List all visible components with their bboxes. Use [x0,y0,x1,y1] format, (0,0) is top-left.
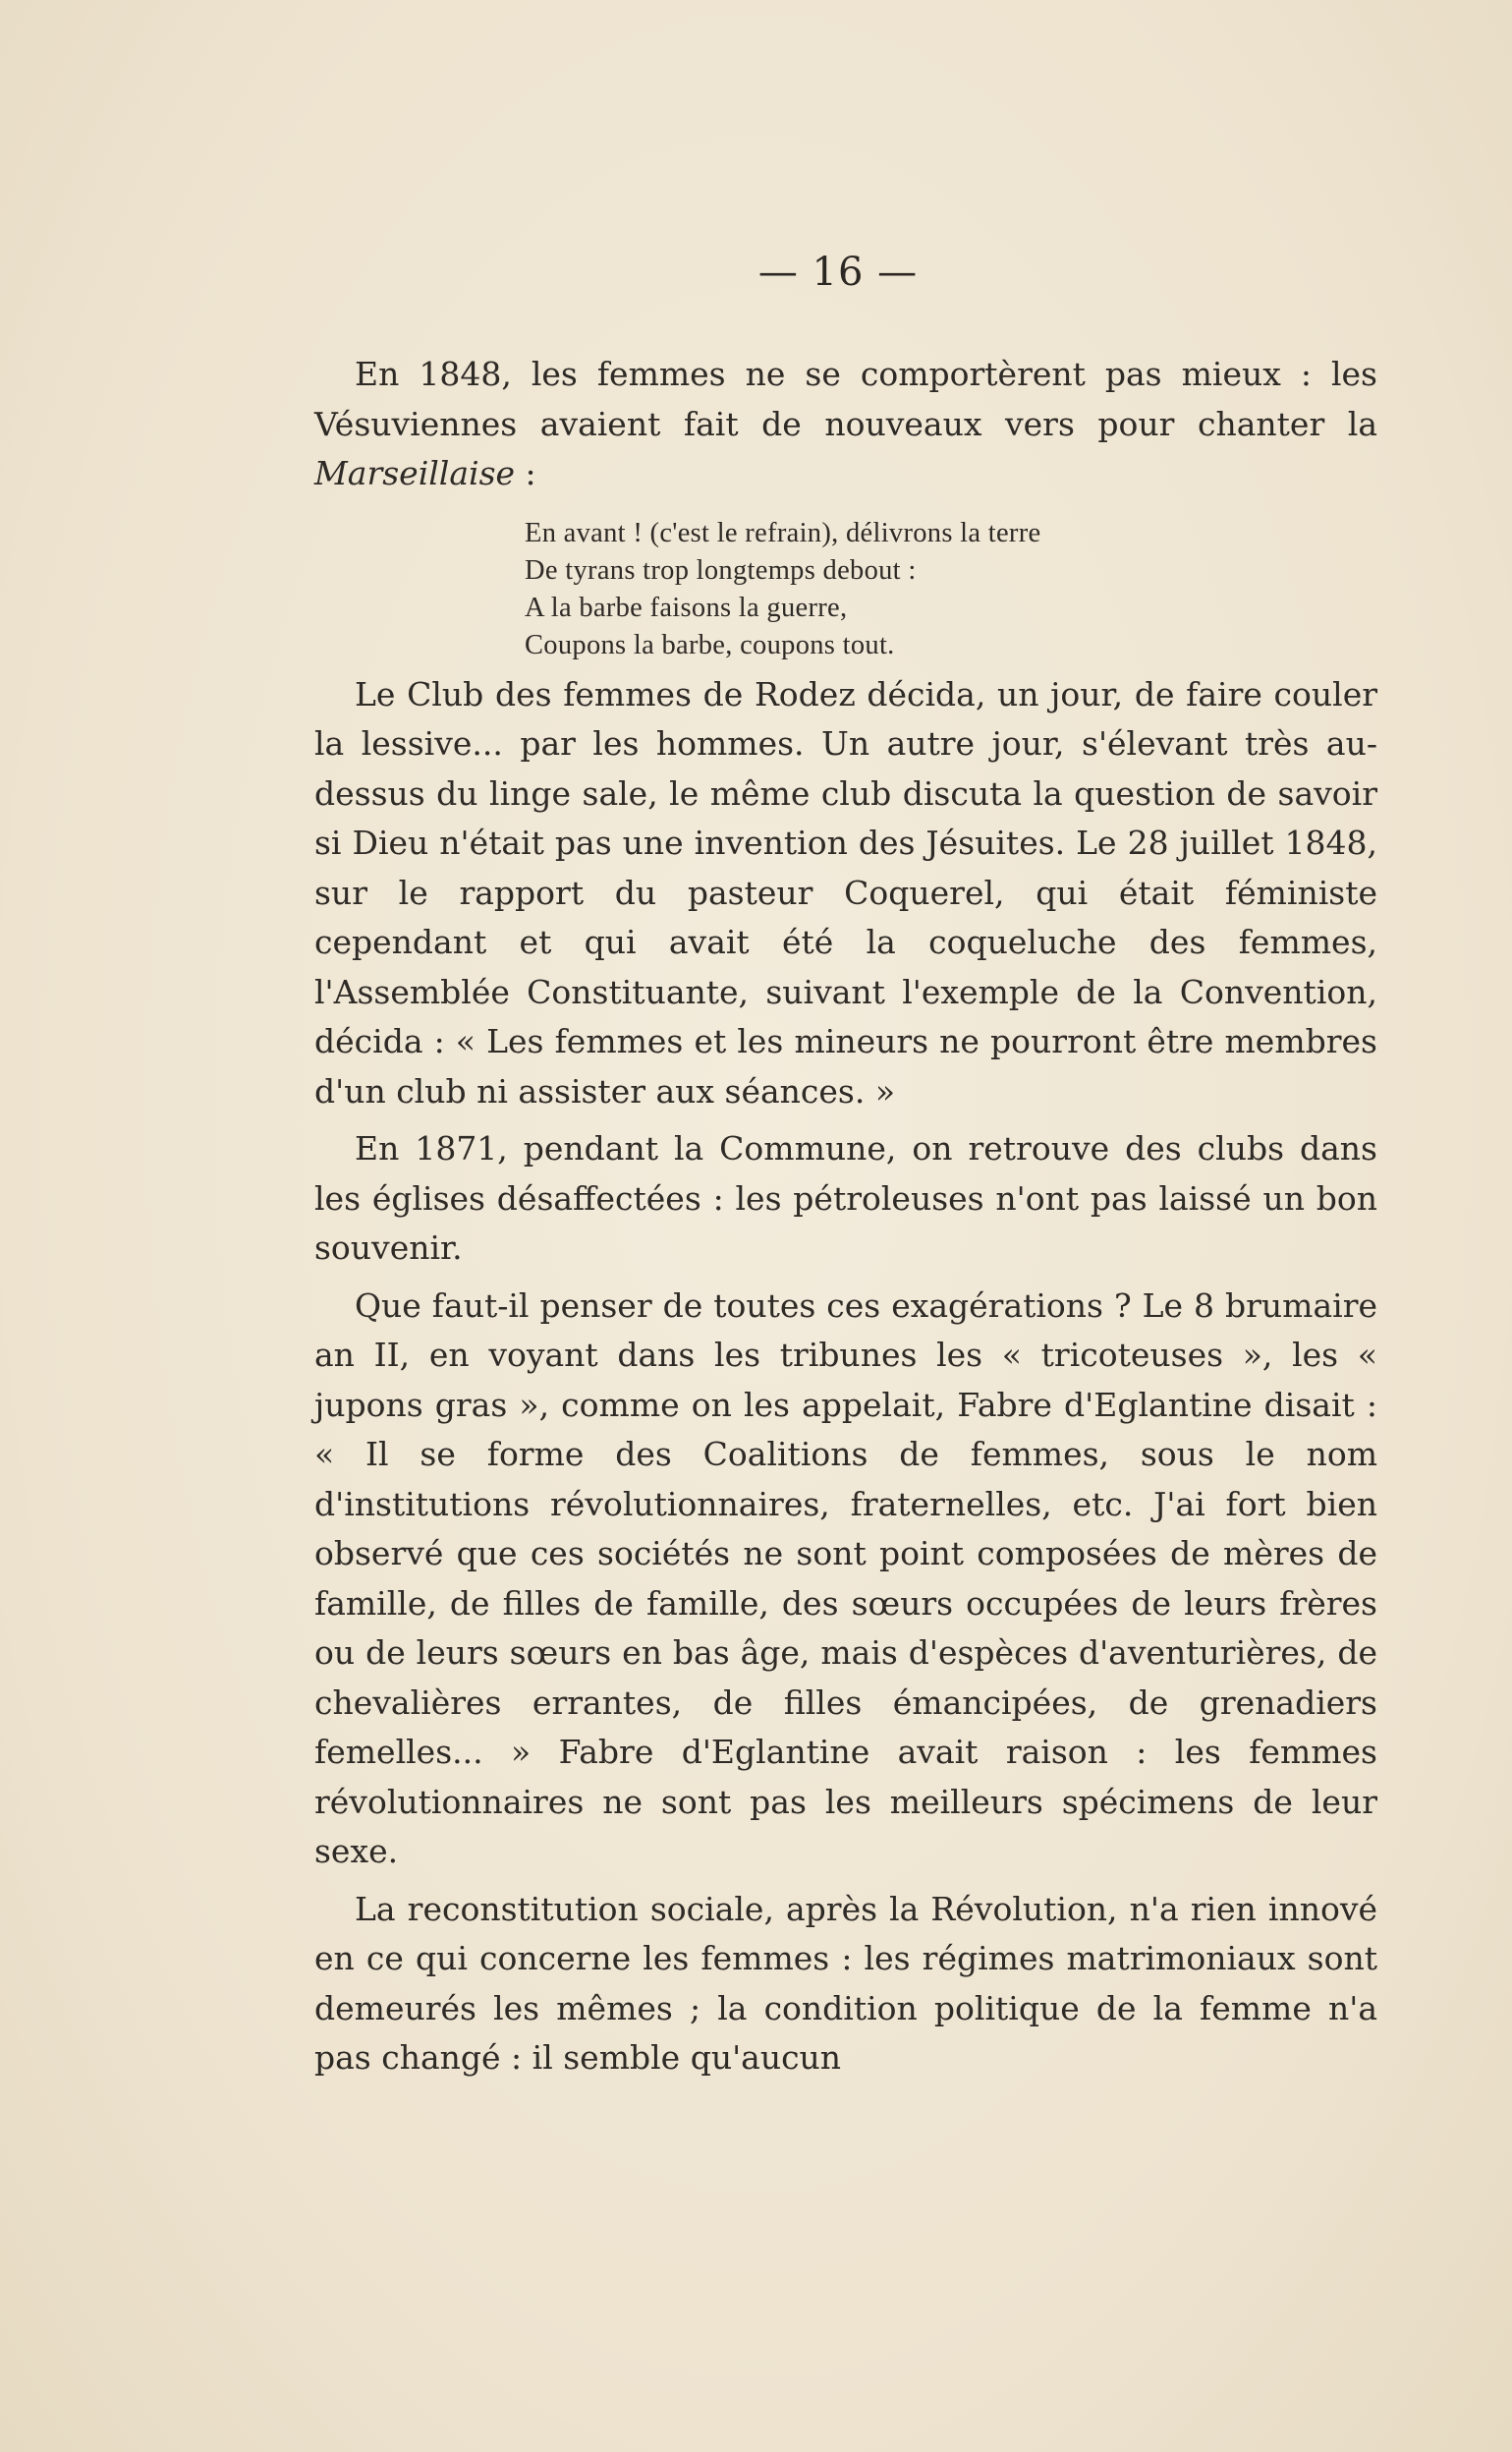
paragraph-text-end: : [515,454,536,492]
paragraph-commune-1871: En 1871, pendant la Commune, on retrouve des clubs dans les églises désaffectées : les pétroleuses n'ont pas laissé un bon souvenir. [314,1129,1377,1267]
marseillaise-title: Marseillaise [314,454,516,492]
verse-line: Coupons la barbe, coupons tout. [525,629,895,660]
paragraph-reconstitution-sociale: La reconstitution sociale, après la Révolution, n'a rien innové en ce qui concerne les femmes : les régimes matrimoniaux sont demeurés les mêmes ; la condition politique de la femme n'a pas changé : il semble qu'aucun [314,1889,1377,2077]
paragraph-fabre-deglantine: Que faut-il penser de toutes ces exagérations ? Le 8 brumaire an II, en voyant dans les tribunes les « tricoteuses », les « jupons gras », comme on les appelait, Fabre d'Eglantine disait : « Il se forme des Coalitions de femmes, sous le nom d'institutions révolutionnaires, fraternelles, etc. J'ai fort bien observé que ces sociétés ne sont point composées de mères de famille, de filles de famille, des sœurs occupées de leurs frères ou de leurs sœurs en bas âge, mais d'espèces d'aventurières, de chevalières errantes, de filles émancipées, de grenadiers femelles... » Fabre d'Eglantine avait raison : les femmes révolutionnaires ne sont pas les meilleurs spécimens de leur sexe. [314,1285,1377,1870]
paragraph-club-rodez: Le Club des femmes de Rodez décida, un jour, de faire couler la lessive... par les hommes. Un autre jour, s'élevant très au-dessus du linge sale, le même club discuta la question de savoir si Dieu n'était pas une invention des Jésuites. Le 28 juillet 1848, sur le rapport du pasteur Coquerel, qui était féministe cependant et qui avait été la coqueluche des femmes, l'Assemblée Constituante, suivant l'exemple de la Convention, décida : « Les femmes et les mineurs ne pourront être membres d'un club ni assister aux séances. » [314,674,1377,1111]
page-number: — 16 — [757,250,919,295]
paragraph-1848-vesuviennes [314,350,1377,499]
body-text [314,350,1377,2083]
verse-line: De tyrans trop longtemps debout : [525,554,917,586]
verse-line: En avant ! (c'est le refrain), délivrons la terre [525,517,1041,548]
verse-quote [525,515,1377,664]
paragraph-text: En 1848, les femmes ne se comportèrent pas mieux : les Vésuviennes avaient fait de nouveaux vers pour chanter la [314,355,1377,443]
verse-line: A la barbe faisons la guerre, [525,592,848,623]
